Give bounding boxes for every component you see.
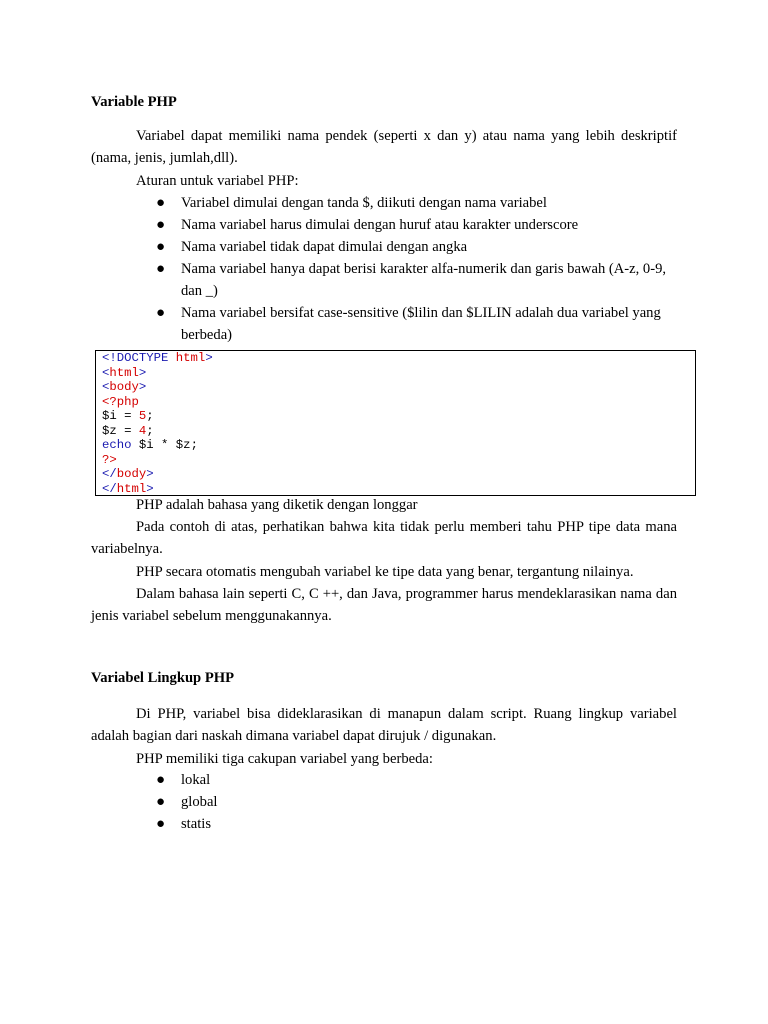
code-line: $z = 4; [102, 423, 154, 438]
bullet-icon: ● [156, 305, 166, 321]
list-item: ● Nama variabel hanya dapat berisi karakter alfa-numerik dan garis bawah (A-z, 0-9, dan _) [91, 258, 677, 302]
list-item: ● Nama variabel bersifat case-sensitive ($lilin dan $LILIN adalah dua variabel yang berbeda) [91, 302, 677, 346]
bullet-icon: ● [156, 772, 166, 788]
example-note-paragraph: Pada contoh di atas, perhatikan bahwa kita tidak perlu memberi tahu PHP tipe data mana variabelnya. [91, 519, 677, 558]
section-title-variable-scope: Variabel Lingkup PHP [91, 670, 235, 686]
code-line: </body> [102, 467, 154, 481]
scopes-list [91, 769, 677, 835]
code-block [95, 350, 696, 496]
list-item: ● lokal [91, 769, 677, 791]
code-line: </html> [102, 481, 154, 496]
list-item: ● Nama variabel tidak dapat dimulai dengan angka [91, 236, 677, 258]
list-item: ● global [91, 791, 677, 813]
scope-intro-paragraph: Di PHP, variabel bisa dideklarasikan di manapun dalam script. Ruang lingkup variabel adalah bagian dari naskah dimana variabel dapat dirujuk / digunakan. [91, 706, 677, 745]
bullet-icon: ● [156, 217, 166, 233]
list-item: ● Variabel dimulai dengan tanda $, diikuti dengan nama variabel [91, 192, 677, 214]
bullet-icon: ● [156, 195, 166, 211]
bullet-icon: ● [156, 261, 166, 277]
code-line: <html> [102, 365, 147, 380]
code-line: echo $i * $z; [102, 438, 198, 452]
list-item: ● Nama variabel harus dimulai dengan huruf atau karakter underscore [91, 214, 677, 236]
code-line: <body> [102, 380, 147, 394]
other-languages-paragraph: Dalam bahasa lain seperti C, C ++, dan Java, programmer harus mendeklarasikan nama dan jenis variabel sebelum menggunakannya. [91, 586, 677, 625]
auto-convert-line: PHP secara otomatis mengubah variabel ke tipe data yang benar, tergantung nilainya. [136, 564, 634, 580]
loosely-typed-line: PHP adalah bahasa yang diketik dengan longgar [136, 497, 418, 513]
code-line: $i = 5; [102, 409, 154, 423]
code-line: <!DOCTYPE html> [102, 351, 213, 365]
bullet-icon: ● [156, 816, 166, 832]
rules-list [91, 192, 677, 346]
rules-heading: Aturan untuk variabel PHP: [136, 173, 299, 189]
code-line: <?php [102, 394, 139, 409]
bullet-icon: ● [156, 794, 166, 810]
list-item: ● statis [91, 813, 677, 835]
code-line: ?> [102, 452, 117, 467]
intro-paragraph: Variabel dapat memiliki nama pendek (seperti x dan y) atau nama yang lebih deskriptif (nama, jenis, jumlah,dll). [91, 128, 677, 167]
section-title-variable-php: Variable PHP [91, 94, 177, 110]
scopes-heading: PHP memiliki tiga cakupan variabel yang berbeda: [136, 751, 433, 767]
bullet-icon: ● [156, 239, 166, 255]
